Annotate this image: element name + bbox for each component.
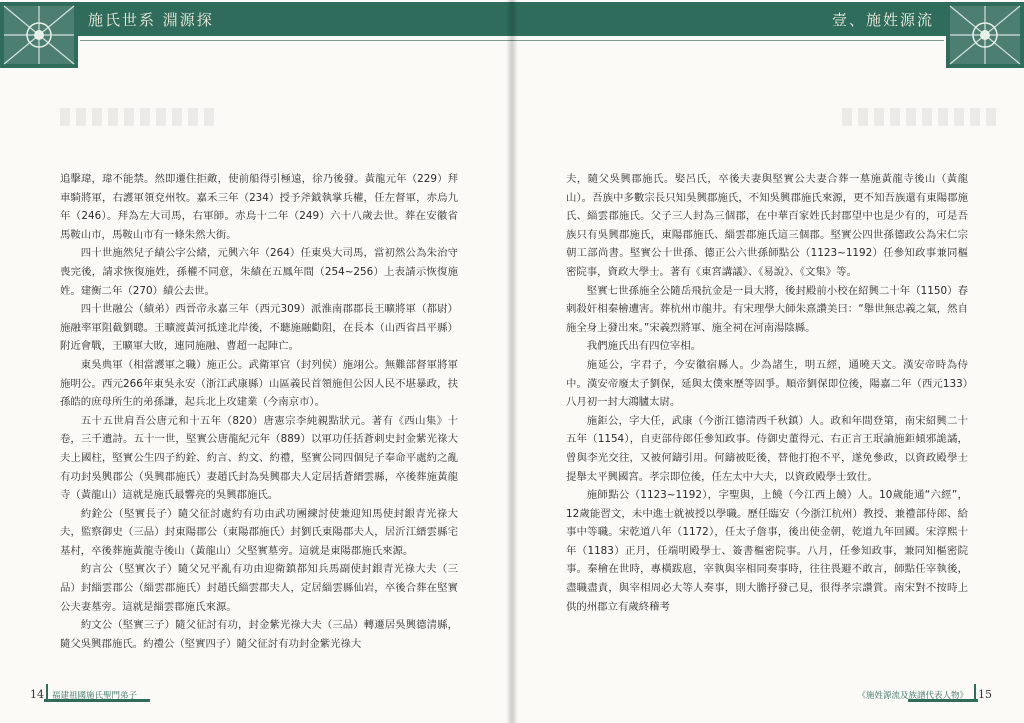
paragraph: 堅實七世孫施全公隨岳飛抗金是一員大將，後封殿前小校在紹興二十年（1150）春刺殺奸相秦檜遭害。葬杭州市龍井。有宋理學大師朱熹讚美曰：“舉世無忠義之氣，然自施全身上發出來。”宋義烈將軍、施全祠在河南湯陰縣。 [566,284,968,334]
paragraph: 五十五世肩吾公唐元和十五年（820）唐憲宗李純親點狀元。著有《西山集》十卷，三千遺詩。五十一世，堅實公唐龍紀元年（889）以軍功任括蒼刺史封金紫光祿大夫上國柱，堅實公生四子約銓、約言、約文、約禮，堅實公同四個兒子奉命平處約之亂有功封吳興郡公（吳興郡施氏）妻趙氏封為吳興郡夫人定居括蒼縉雲縣，卒後葬施黃龍寺（黃龍山）這就是施氏最響亮的吳興郡施氏。 [60,414,458,502]
header-rule [80,40,512,41]
book-gutter [506,0,518,723]
lattice-ornament-icon [0,2,78,68]
body-text [60,170,458,653]
page-number: 14 [30,688,44,701]
body-text [566,170,968,616]
paragraph: 我們施氏出有四位宰相。 [586,340,702,353]
paragraph: 施延公，字君子，今安徽宿縣人。少為諸生，明五經，通曉天文。漢安帝時為侍中。漢安帝廢太子劉保，延與太僕來歷等固爭。順帝劉保即位後，陽嘉二年（西元133）八月初一封大鴻臚太尉。 [566,358,968,409]
paragraph: 夫，隨父吳興郡施氏。娶呂氏，卒後夫妻與堅實公夫妻合葬一墓施黃龍寺後山（黃龍山）。吾族中多數宗長只知吳興郡施氏，不知吳興郡施氏來源，更不知吾族還有東陽郡施氏、緇雲郡施氏。父子三人封為三個郡，在中華百家姓氏封郡望中也是少有的，可是吾族只有吳興郡施氏，東陽郡施氏、緇雲郡施氏這三個郡。堅實公四世孫德政公為宋仁宗朝工部尚書。堅實公十世孫、德正公六世孫師點公（1123~1192）任參知政事兼同樞密院事，資政大學士。著有《東宮講議》、《易說》、《文集》等。 [566,173,968,278]
paragraph: 四十世融公（績弟）西晉帝永嘉三年（西元309）派淮南郡郡長王曠將軍（都尉）施融率軍阻截劉聰。王曠渡黃河抵達北岸後，不聽施融勸阻，在長本（山西省昌平縣）附近會戰，王曠軍大敗，連同施融、曹超一起陣亡。 [60,303,458,353]
page-number: 15 [978,688,992,701]
show-through-ghost [60,108,220,126]
header-banner [512,2,946,36]
paragraph: 四十世施然兒子績公字公緒，元興六年（264）任東吳大司馬，當初然公為朱治守喪完後，請求恢復施姓，孫權不同意，朱績在五鳳年間（254~256）上表請示恢復施姓。建衡二年（270）績公去世。 [60,247,458,297]
paragraph: 約言公（堅實次子）隨父兄平亂有功由迎衛鎮都知兵馬副使封銀青光祿大夫（三品）封緇雲郡公（緇雲郡施氏）封趙氏緇雲郡夫人，定居緇雲縣仙岩，卒後合葬在堅實公夫妻墓旁。這就是緇雲郡施氏來源。 [60,563,458,613]
header-title: 施氏世系 淵源探 [88,11,214,29]
header-title: 壹、施姓源流 [831,11,934,29]
paragraph: 約文公（堅實三子）隨父征討有功，封金紫光祿大夫（三品）轉遷居吳興德清縣，隨父吳興郡施氏。約禮公（堅實四子）隨父征討有功封金紫光祿大 [60,619,458,650]
header-banner [78,2,512,36]
paragraph: 東吳典軍（相當護軍之職）施正公。武衛軍官（封列侯）施翊公。無難部督軍將軍施明公。西元266年東吳永安（浙江武康縣）山區義民首領施但公因人民不堪暴政，扶孫皓的庶母所生的弟孫謙，起兵北上攻建業（今南京市）。 [60,358,458,409]
show-through-ghost [842,108,1002,126]
right-page [512,0,1024,723]
paragraph: 約銓公（堅實長子）隨父征討處約有功由武功團練討使兼迎知馬使封銀青光祿大夫，監察御史（三品）封東陽郡公（東陽郡施氏）封劉氏東陽郡夫人，居沂江縉雲縣宅基村，卒後葬施黃龍寺後山（黃龍山）父堅實墓旁。這就是東陽郡施氏來源。 [60,507,458,557]
paragraph: 施師點公（1123~1192），字聖與，上饒（今江西上饒）人。10歲能通“六經”，12歲能習文，未中進士就被授以學職。歷任臨安（今浙江杭州）教授、兼禮部侍郎、給事中等職。宋乾道八年（1172），任太子詹事，後出使金朝，乾道九年回國。宋淳熙十年（1183）正月，任端明殿學士、簽書樞密院事。八月，任參知政事，兼同知樞密院事。秦檜在世時，專橫跋扈，宰執與宰相同奏事時，往往畏避不敢言，師點任宰執後，盡職盡責，與宰相周必大等人奏事，則大膽抒發己見，很得孝宗讚賞。南宋對不按時上供的州郡立有歲終稽考 [566,489,968,613]
footer-caption: 《施姓源流及族譜代表人物》 [857,691,968,701]
footer-caption: 福建祖國施氏聖門弟子 [52,691,138,701]
lattice-ornament-icon [946,2,1024,68]
paragraph: 追擊瑋，瑋不能禁。然即遷住拒敵，使前船得引極遠，徐乃後發。黃龍元年（229）拜車騎將軍，右護軍領兗州牧。嘉禾三年（234）授予斧鉞執掌兵權，任左督軍，赤烏九年（246）。拜為左大司馬，右軍師。赤烏十二年（249）六十八歲去世。葬在安徽省馬鞍山市，馬鞍山市有一條朱然大街。 [60,173,458,241]
header-rule [512,40,944,41]
paragraph: 施鉅公，字大任，武康（今浙江德清西千秋鎮）人。政和年間登第，南宋紹興二十五年（1154），自吏部侍郎任參知政事。侍御史董得元、右正言王珉論施鉅傾邪詭譎，曾與李光交往，又被何鑄引用。何鑄被貶後，替他打抱不平，遂免參政，以資政殿學士提舉太平興國宮。孝宗即位後，任左太中大夫，以資政殿學士致仕。 [566,414,968,483]
